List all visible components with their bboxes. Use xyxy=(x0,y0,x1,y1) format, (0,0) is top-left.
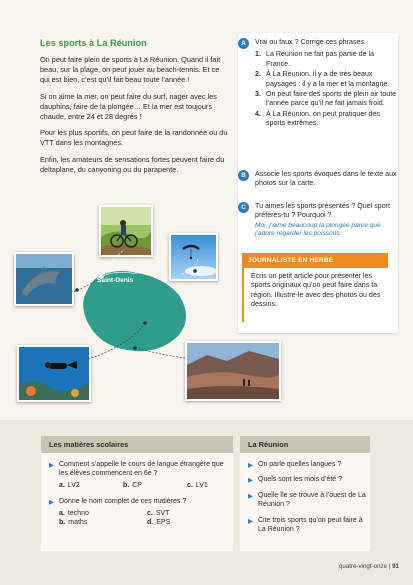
bullet-triangle-icon: ▶ xyxy=(248,517,253,525)
reunion-question: ▶ Quelle île se trouve à l’ouest de La Réunion ? xyxy=(248,491,366,509)
matieres-question: ▶ Donne le nom complet de ces matières ? xyxy=(49,497,187,506)
bullet-triangle-icon: ▶ xyxy=(248,477,253,485)
matieres-q1-options xyxy=(41,479,233,493)
panel-matieres-title: Les matières scolaires xyxy=(41,436,233,453)
exercise-a-item: 1. La Réunion ne fait pas partie de la France. xyxy=(255,50,375,68)
exercise-b xyxy=(238,170,398,189)
option: a. techno xyxy=(59,510,89,518)
option: b. CP xyxy=(123,481,142,489)
exercise-a-prompt: Vrai ou faux ? Corrige ces phrases. xyxy=(255,38,366,46)
badge-b: B xyxy=(238,170,249,181)
reunion-question: ▶ Cite trois sports qu’on peut faire à La Réunion ? xyxy=(248,516,363,534)
map-label-saint-denis: Saint-Denis xyxy=(97,277,134,284)
exercise-a-item: 2. À La Réunion, il y a de très beaux paysages : il y a la mer et la montagne. xyxy=(255,70,390,88)
journaliste-title: JOURNALISTE EN HERBE xyxy=(242,253,388,268)
article-paragraph: Enfin, les amateurs de sensations fortes peuvent faire du deltaplane, du canyoning ou du parapente. xyxy=(40,154,225,174)
article-paragraph: Si on aime la mer, on peut faire du surf, nager avec les dauphins, faire de la plongée… Et la mer est toujours chaude, entre 24 et 28 degrés ! xyxy=(40,91,217,122)
option: b. maths xyxy=(59,519,88,527)
reunion-question: ▶ On parle quelles langues ? xyxy=(248,461,342,469)
page-footer: quatre-vingt-onze | 91 xyxy=(338,563,399,570)
article-paragraph: Pour les plus sportifs, on peut faire de la randonnée ou du VTT dans les montagnes. xyxy=(40,128,228,148)
page-number-words: quatre-vingt-onze xyxy=(338,563,388,570)
exercise-b-prompt: Associe les sports évoqués dans le texte aux photos sur la carte. xyxy=(255,170,397,188)
bullet-triangle-icon: ▶ xyxy=(49,462,54,469)
exercise-c-prompt: Tu aimes les sports présentés ? Quel sport préfères-tu ? Pourquoi ? xyxy=(255,202,390,220)
badge-c: C xyxy=(238,202,249,213)
panel-reunion xyxy=(240,436,370,551)
option: c. LV1 xyxy=(187,481,208,489)
panel-matieres xyxy=(41,436,233,551)
option: c. SVT xyxy=(147,510,170,518)
matieres-question: ▶ Comment s’appelle le cours de langue étrangère que les élèves commencent en 6e ? xyxy=(49,461,224,478)
bullet-triangle-icon: ▶ xyxy=(248,462,253,469)
option: a. LV2 xyxy=(59,481,80,489)
exercise-c-answer: Moi, j’aime beaucoup la plongée parce que j’adore regarder les poissons. xyxy=(255,221,381,238)
journaliste-text: Écris un petit article pour présenter les sports originaux qu’on peut faire dans ta région. Illustre-le avec des photos ou des dessins. xyxy=(242,268,388,322)
article-paragraph: On peut faire plein de sports à La Réunion. Quand il fait beau, sur la plage, on peut jouer au beach-tennis. Et ce qui est bien, c’est qu’il fait beau toute l’année ! xyxy=(40,55,221,85)
page-number: 91 xyxy=(392,563,399,570)
exercise-a xyxy=(238,38,398,129)
matieres-q2-options xyxy=(41,506,233,528)
bullet-triangle-icon: ▶ xyxy=(248,492,253,500)
bullet-triangle-icon: ▶ xyxy=(49,498,54,506)
exercise-c xyxy=(238,202,398,239)
article-title: Les sports à La Réunion xyxy=(40,38,147,48)
exercise-a-item: 3. On peut faire des sports de plein air toute l’année parce qu’il ne fait jamais froid. xyxy=(255,90,397,108)
panel-reunion-title: La Réunion xyxy=(240,436,370,453)
exercise-a-item: 4. À La Réunion, on peut pratiquer des sports extrêmes. xyxy=(255,109,380,128)
reunion-question: ▶ Quels sont les mois d’été ? xyxy=(248,476,343,485)
option: d. EPS xyxy=(147,519,171,527)
badge-a: A xyxy=(238,38,249,49)
